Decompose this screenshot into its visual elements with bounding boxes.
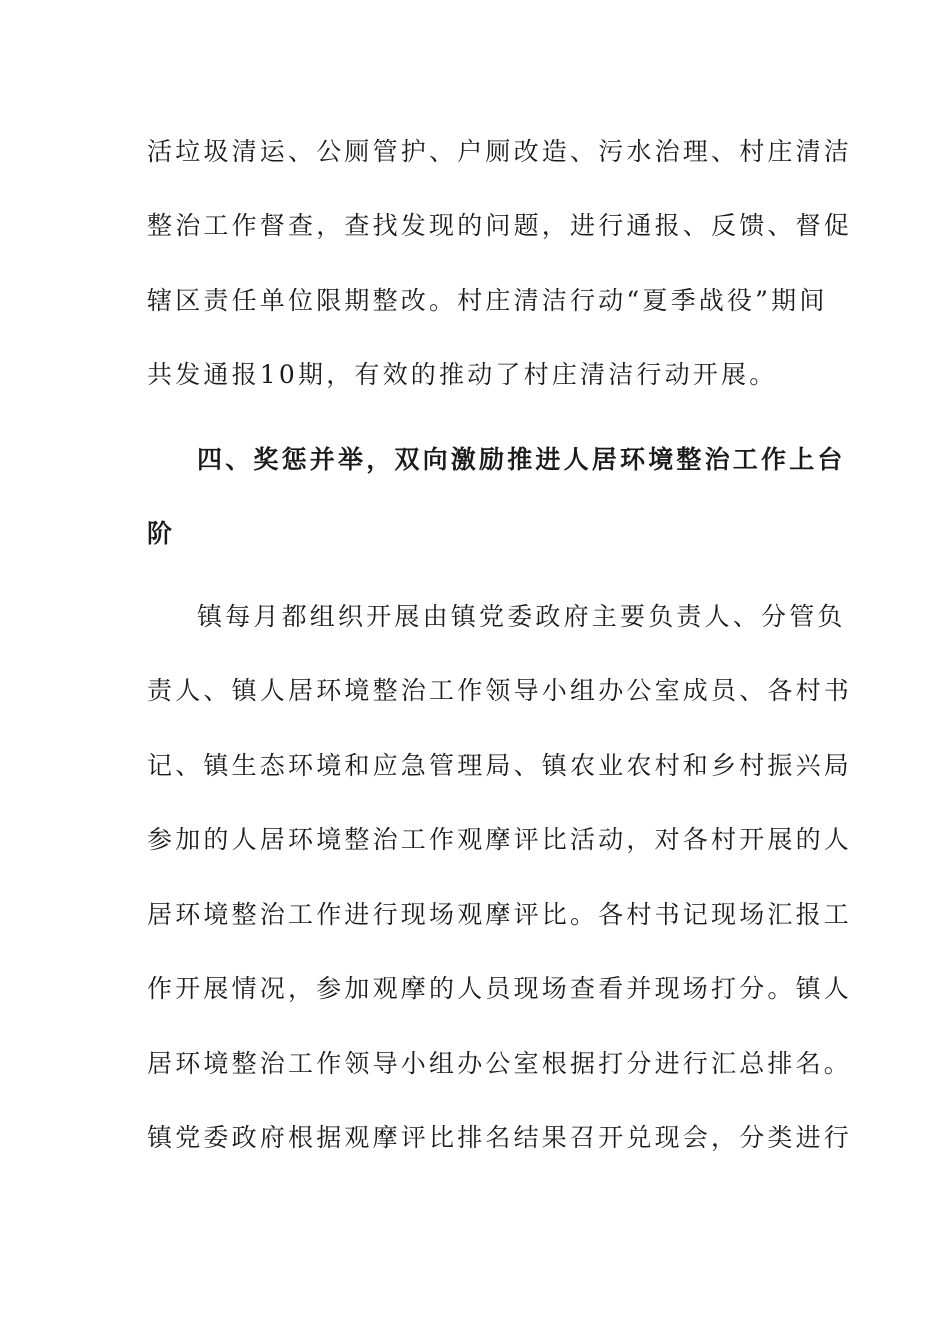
paragraph-line: 记、镇生态环境和应急管理局、镇农业农村和乡村振兴局 xyxy=(147,751,853,780)
section-heading: 四、奖惩并举，双向激励推进人居环境整治工作上台 xyxy=(197,445,846,474)
paragraph-line: 活垃圾清运、公厕管护、户厕改造、污水治理、村庄清洁 xyxy=(147,137,853,166)
paragraph-line: 共发通报10期，有效的推动了村庄清洁行动开展。 xyxy=(147,360,778,389)
paragraph-line: 辖区责任单位限期整改。村庄清洁行动“夏季战役”期间 xyxy=(147,286,828,315)
paragraph-line: 镇每月都组织开展由镇党委政府主要负责人、分管负 xyxy=(197,602,846,631)
paragraph-line: 居环境整治工作领导小组办公室根据打分进行汇总排名。 xyxy=(147,1049,853,1078)
paragraph-line: 责人、镇人居环境整治工作领导小组办公室成员、各村书 xyxy=(147,676,853,705)
paragraph-line: 居环境整治工作进行现场观摩评比。各村书记现场汇报工 xyxy=(147,900,853,929)
paragraph-line: 参加的人居环境整治工作观摩评比活动，对各村开展的人 xyxy=(147,825,853,854)
section-heading-continued: 阶 xyxy=(147,519,176,548)
paragraph-line: 镇党委政府根据观摩评比排名结果召开兑现会，分类进行 xyxy=(147,1123,853,1152)
paragraph-line: 整治工作督查，查找发现的问题，进行通报、反馈、督促 xyxy=(147,211,853,240)
paragraph-line: 作开展情况，参加观摩的人员现场查看并现场打分。镇人 xyxy=(147,974,853,1003)
